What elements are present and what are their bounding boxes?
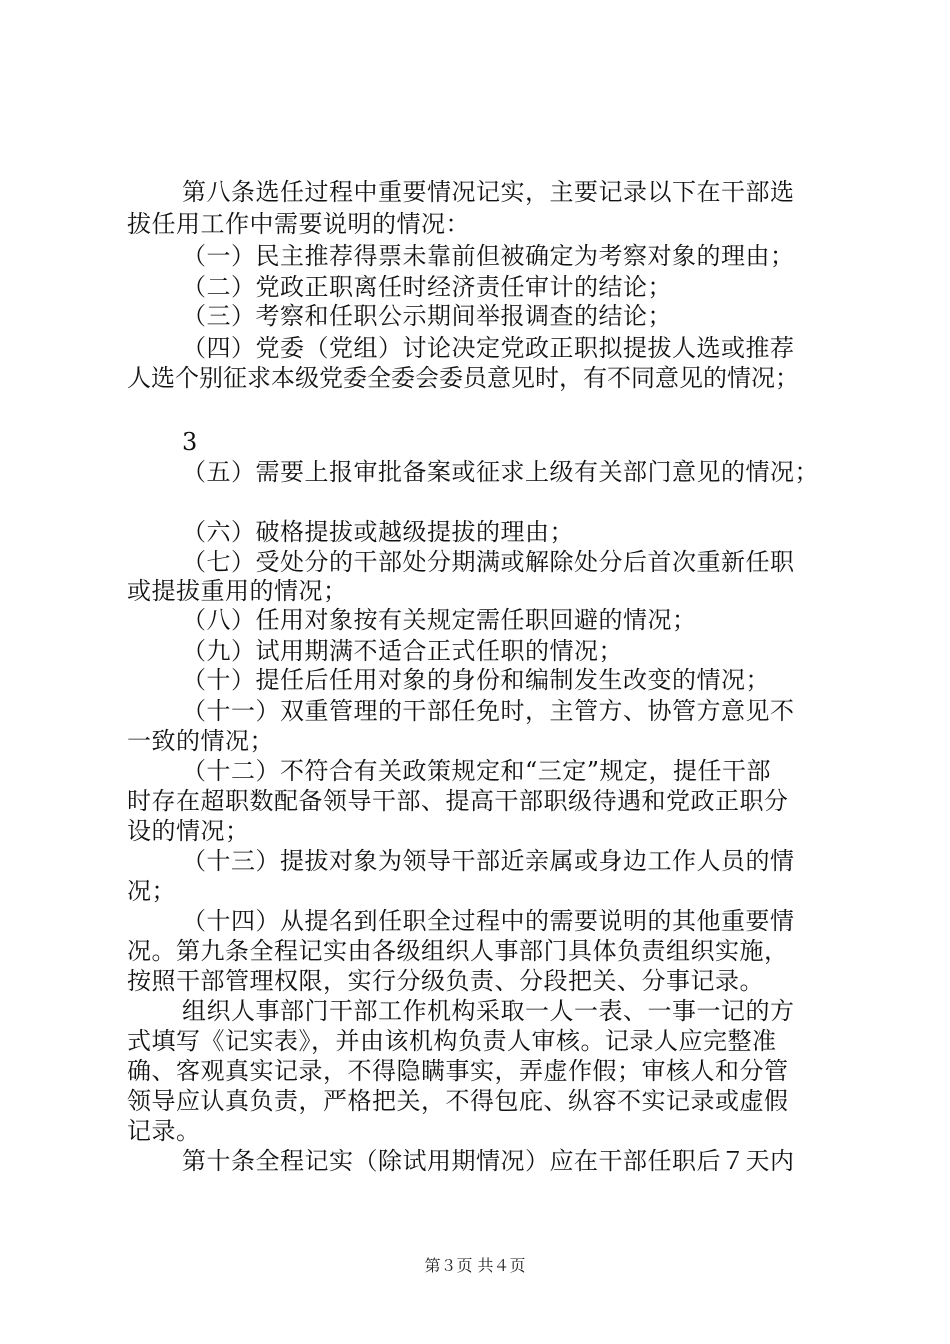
text-line-27: 确、客观真实记录，不得隐瞒事实，弄虚作假；审核人和分管 <box>127 1057 789 1085</box>
text-line-15: （十一）双重管理的干部任免时，主管方、协管方意见不 <box>182 697 795 725</box>
page-number-marker: 3 <box>182 428 198 456</box>
text-line-6: （四）党委（党组）讨论决定党政正职拟提拔人选或推荐 <box>182 334 795 362</box>
text-line-20: （十三）提拔对象为领导干部近亲属或身边工作人员的情 <box>182 847 795 875</box>
text-line-3: （一）民主推荐得票未靠前但被确定为考察对象的理由； <box>182 242 795 270</box>
text-line-9: （六）破格提拔或越级提拔的理由； <box>182 518 574 546</box>
text-line-24: 按照干部管理权限，实行分级负责、分段把关、分事记录。 <box>127 967 764 995</box>
text-line-28: 领导应认真负责，严格把关，不得包庇、纵容不实记录或虚假 <box>127 1087 789 1115</box>
text-line-8: （五）需要上报审批备案或征求上级有关部门意见的情况； <box>182 458 819 486</box>
text-line-5: （三）考察和任职公示期间举报调查的结论； <box>182 302 672 330</box>
text-line-4: （二）党政正职离任时经济责任审计的结论； <box>182 273 672 301</box>
text-line-16: 一致的情况； <box>127 727 274 755</box>
text-line-29: 记录。 <box>127 1117 201 1145</box>
text-line-17: （十二）不符合有关政策规定和“三定”规定，提任干部 <box>182 757 772 785</box>
text-line-26: 式填写《记实表》，并由该机构负责人审核。记录人应完整准 <box>127 1027 777 1055</box>
text-line-25: 组织人事部门干部工作机构采取一人一表、一事一记的方 <box>182 997 795 1025</box>
text-line-30: 第十条全程记实（除试用期情况）应在干部任职后７天内 <box>182 1147 795 1175</box>
text-line-12: （八）任用对象按有关规定需任职回避的情况； <box>182 606 697 634</box>
text-line-21: 况； <box>127 877 176 905</box>
page-footer: 第３页 共４页 <box>424 1256 526 1275</box>
text-line-1: 第八条选任过程中重要情况记实，主要记录以下在干部选 <box>182 178 795 206</box>
text-line-22: （十四）从提名到任职全过程中的需要说明的其他重要情 <box>182 907 795 935</box>
text-line-19: 设的情况； <box>127 817 250 845</box>
text-line-2: 拔任用工作中需要说明的情况： <box>127 210 470 238</box>
text-line-10: （七）受处分的干部处分期满或解除处分后首次重新任职 <box>182 548 795 576</box>
text-line-7: 人选个别征求本级党委全委会委员意见时，有不同意见的情况； <box>127 364 799 392</box>
text-line-23: 况。第九条全程记实由各级组织人事部门具体负责组织实施， <box>127 937 789 965</box>
text-line-14: （十）提任后任用对象的身份和编制发生改变的情况； <box>182 666 770 694</box>
text-line-18: 时存在超职数配备领导干部、提高干部职级待遇和党政正职分 <box>127 787 789 815</box>
text-line-13: （九）试用期满不适合正式任职的情况； <box>182 637 623 665</box>
text-line-11: 或提拔重用的情况； <box>127 577 348 605</box>
